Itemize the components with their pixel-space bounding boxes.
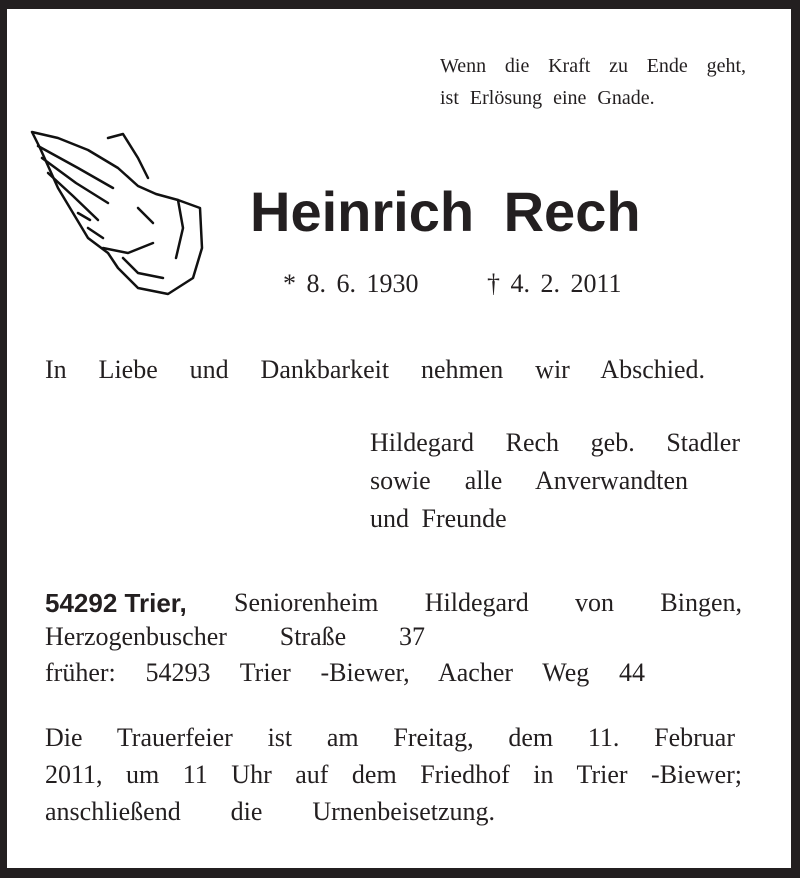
service-line-3: anschließend die Urnenbeisetzung. <box>45 797 495 826</box>
mourner-line-1: Hildegard Rech geb. Stadler <box>370 428 740 457</box>
praying-hands-icon <box>28 128 206 298</box>
mourner-line-3: und Freunde <box>370 504 507 533</box>
mourner-line-2: sowie alle Anverwandten <box>370 466 688 495</box>
address-line-1 <box>45 588 742 618</box>
address-city: 54292 Trier, <box>45 588 187 618</box>
deceased-name: Heinrich Rech <box>250 180 641 243</box>
address-line-3: früher: 54293 Trier -Biewer, Aacher Weg 44 <box>45 658 645 687</box>
address-street: Seniorenheim Hildegard von Bingen, <box>234 588 742 617</box>
address-line-2: Herzogenbuscher Straße 37 <box>45 622 425 651</box>
service-line-1: Die Trauerfeier ist am Freitag, dem 11. Februar <box>45 723 735 752</box>
birth-date: * 8. 6. 1930 <box>283 269 419 298</box>
death-date: † 4. 2. 2011 <box>487 269 622 298</box>
motto-line-1: Wenn die Kraft zu Ende geht, <box>440 55 746 77</box>
motto-line-2: ist Erlösung eine Gnade. <box>440 87 655 109</box>
farewell-text: In Liebe und Dankbarkeit nehmen wir Abschied. <box>45 355 705 384</box>
service-line-2: 2011, um 11 Uhr auf dem Friedhof in Trier -Biewer; <box>45 760 742 789</box>
